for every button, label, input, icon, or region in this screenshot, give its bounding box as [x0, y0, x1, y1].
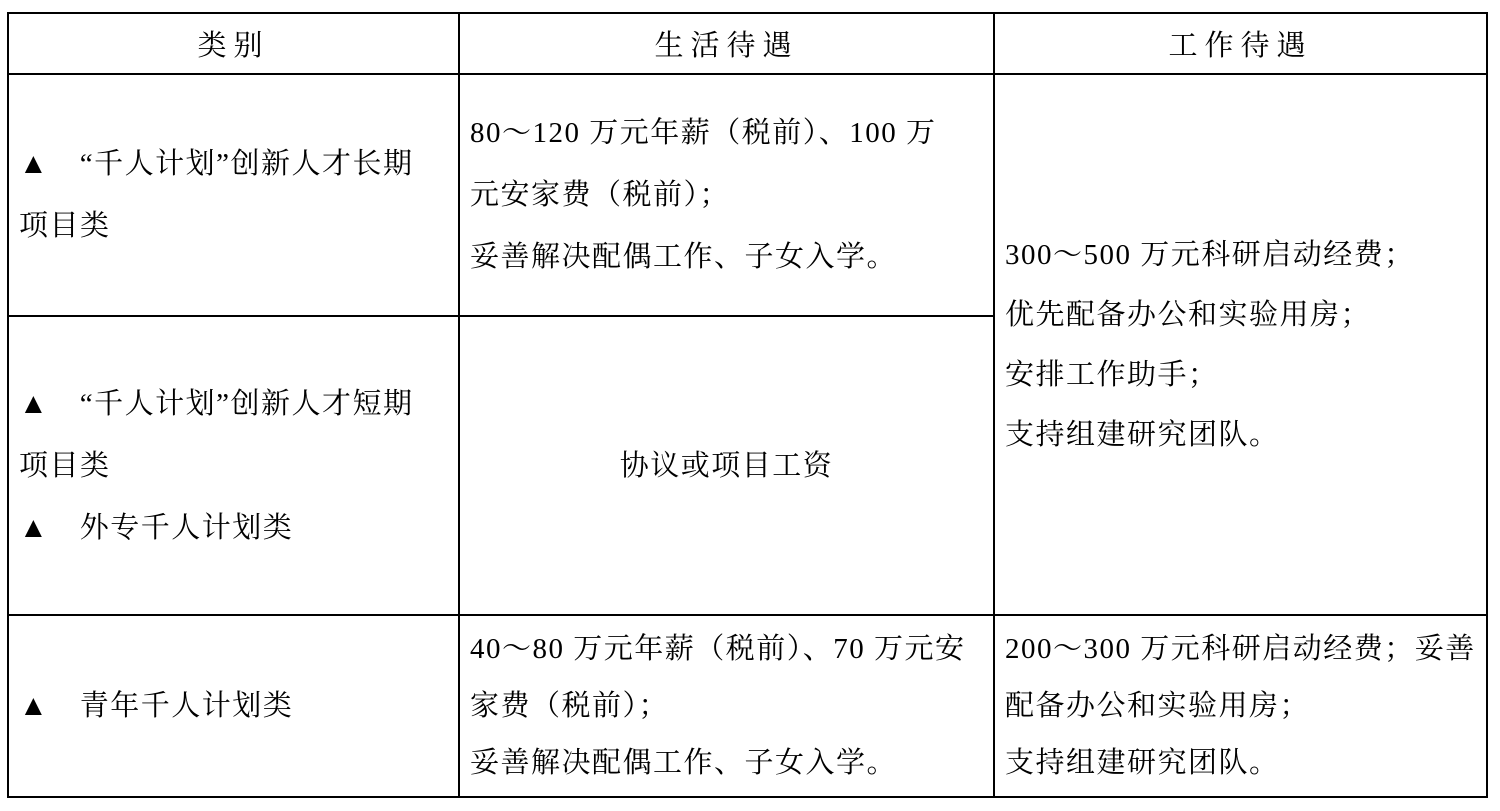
- text-line: 妥善解决配偶工作、子女入学。: [470, 746, 898, 779]
- text-line: 家费（税前）；: [470, 689, 670, 722]
- text-line: 40～80 万元年薪（税前）、70 万元安: [470, 632, 966, 665]
- text-line: 配备办公和实验用房；: [1005, 689, 1311, 722]
- talent-benefits-table: [7, 12, 1488, 798]
- cell-work-youth: [994, 615, 1487, 797]
- text-line: 元安家费（税前）；: [470, 179, 731, 211]
- table-row: [8, 74, 1487, 316]
- text-line: ▲ “千人计划”创新人才长期: [19, 148, 414, 180]
- text-line: 优先配备办公和实验用房；: [1005, 298, 1372, 331]
- cell-category-youth: [8, 615, 459, 797]
- text-line: 妥善解决配偶工作、子女入学。: [470, 241, 898, 273]
- text-line: 项目类: [19, 210, 111, 242]
- table-row: [8, 615, 1487, 797]
- text-line: 200～300 万元科研启动经费；妥善: [1005, 632, 1476, 665]
- text-line: 300～500 万元科研启动经费；: [1005, 238, 1415, 271]
- text-line: ▲ 青年千人计划类: [19, 689, 294, 722]
- cell-work-merged: [994, 74, 1487, 615]
- text-line: 项目类: [19, 449, 111, 482]
- text-line: 安排工作助手；: [1005, 358, 1219, 391]
- cell-life-youth: [459, 615, 994, 797]
- text-line: 协议或项目工资: [619, 449, 834, 482]
- header-work-benefits: 工作待遇: [994, 13, 1487, 74]
- cell-life-long-term: [459, 74, 994, 316]
- header-category: 类别: [8, 13, 459, 74]
- cell-life-short-term: [459, 316, 994, 615]
- table-header-row: [8, 13, 1487, 74]
- text-line: ▲ “千人计划”创新人才短期: [19, 387, 414, 420]
- cell-category-long-term: [8, 74, 459, 316]
- text-line: 80～120 万元年薪（税前）、100 万: [470, 117, 937, 149]
- text-line: 支持组建研究团队。: [1005, 418, 1280, 451]
- cell-category-short-term: [8, 316, 459, 615]
- text-line: 支持组建研究团队。: [1005, 746, 1280, 779]
- text-line: ▲ 外专千人计划类: [19, 511, 294, 544]
- header-life-benefits: 生活待遇: [459, 13, 994, 74]
